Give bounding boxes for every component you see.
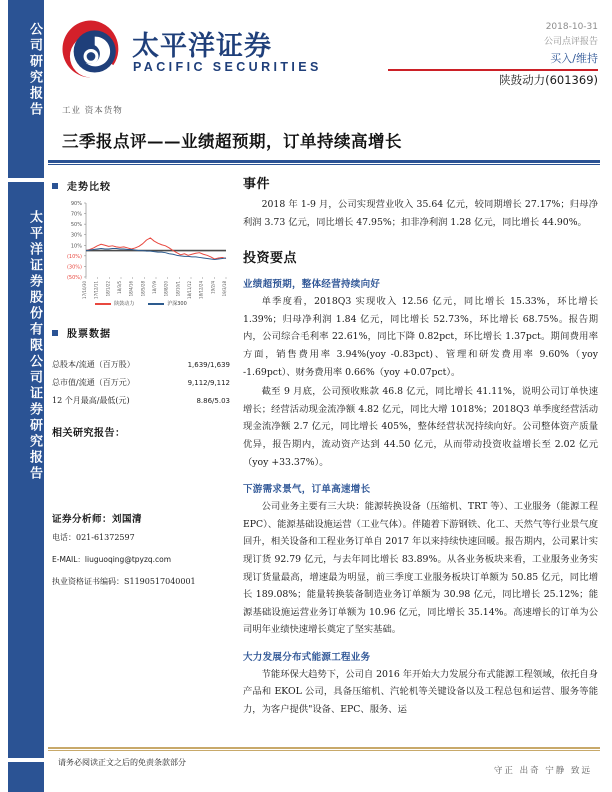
x-axis-tick-label: 18/10/1 xyxy=(175,281,181,297)
footer-motto: 守正 出奇 宁静 致远 xyxy=(493,766,592,776)
sidebar-top-label: 公司研究报告 xyxy=(27,22,42,118)
highlights-heading: 投资要点 xyxy=(243,251,298,267)
sidebar-main-label: 太平洋证券股份有限公司证券研究报告 xyxy=(27,210,42,482)
industry-tag: 工业 资本货物 xyxy=(62,106,123,116)
footer-disclaimer: 请务必阅读正文之后的免责条款部分 xyxy=(58,758,186,767)
footer-divider xyxy=(48,747,600,749)
event-heading: 事件 xyxy=(243,177,271,192)
stock-data-label: 总市值/流通（百万元） xyxy=(52,378,135,387)
stock-data-section-header xyxy=(52,325,230,340)
x-axis-tick-label: 17/12/11 xyxy=(93,281,99,299)
y-axis-tick-label: 90% xyxy=(70,201,82,207)
x-axis-tick-label: 18/12/24 xyxy=(198,281,204,299)
stock-data-value: 1,639/1,639 xyxy=(187,361,230,369)
section-heading: 业绩超预期，整体经营持续向好 xyxy=(243,279,381,291)
legend-item-0 xyxy=(95,300,134,307)
stock-data-value: 8.86/5.03 xyxy=(196,397,230,405)
report-type: 公司点评报告 xyxy=(543,37,598,47)
stock-name-code: 陕鼓动力(601369) xyxy=(499,73,598,87)
section-paragraph: 截至 9 月底，公司预收账款 46.8 亿元，同比增长 41.11%，说明公司订单快速增长；经营活动现金流净额 4.82 亿元，同比大增 1018%；2018Q3 单季度经营活动现金流净额 2.7 亿元，同比增长 405%，整体经营状况持续向好。公司整体资产质量优异，报告期内，流动资产达到 44.50 亿元，从而带动投资收益增长至 2.02 亿元（yoy +33.37%）。 xyxy=(243,386,598,468)
y-axis-tick-label: 70% xyxy=(70,211,82,218)
x-axis-tick-label: 18/1/22 xyxy=(105,281,111,297)
report-meta xyxy=(388,20,598,90)
brand-logo xyxy=(60,16,322,86)
chart-section-label: 走势比较 xyxy=(67,182,111,193)
x-axis-tick-label: 18/5/28 xyxy=(140,281,146,297)
chart-section-header xyxy=(52,178,230,193)
section-heading: 大力发展分布式能源工程业务 xyxy=(243,651,371,663)
related-reports-label: 相关研究报告： xyxy=(52,428,126,439)
title-divider-thin xyxy=(48,164,600,165)
left-sidebar-column xyxy=(52,178,230,591)
stock-data-row xyxy=(52,356,230,374)
page-title: 三季报点评——业绩超预期，订单持续高增长 xyxy=(62,132,402,151)
section-paragraph: 单季度看，2018Q3 实现收入 12.56 亿元，同比增长 15.33%，环比增长 1.39%；归母净利润 1.84 亿元，同比增长 52.73%，环比增长 68.75%。报告期内，公司综合毛利率 22.61%，同比下降 0.82pct，环比增长 1.37pct。期间费用率方面，销售费用率 3.94%(yoy -0.83pct)、管理和研发费用率 9.60%（yoy -1.69pct）、财务费用率 0.66%（yoy +0.07pct）。 xyxy=(243,296,598,378)
pacific-securities-logo-icon xyxy=(60,18,122,80)
y-axis-tick-label: (10%) xyxy=(66,253,82,260)
analyst-license: 执业资格证书编码：S1190517040001 xyxy=(52,577,196,586)
section-paragraph: 公司业务主要有三大块：能源转换设备（压缩机、TRT 等）、工业服务（能源工程 EPC）、能源基础设施运营（工业气体）。伴随着下游钢铁、化工、天然气等行业景气度回升，相关设备和工程业务订单自 2017 年以来持续快速回暖。报告期内，公司累计实现订货 92.79 亿元，与去年同比增长 83.89%。从各业务板块来看，工业服务业务实现订货量最高，增速最为明显，前三季度工业服务板块订单额为 50.85 亿元，同比增长 189.08%；能量转换装备制造业务订单额为 30.98 亿元，同比增长 25.12%；能源基础设施运营业务订单额为 10.96 亿元，同比增长 35.14%。高速增长的订单为公司明年业绩快速增长奠定了坚实基础。 xyxy=(243,501,598,636)
y-axis-tick-label: (30%) xyxy=(66,264,82,271)
legend-label-1: 沪深300 xyxy=(167,301,187,307)
x-axis-tick-label: 17/10/30 xyxy=(82,281,87,299)
analyst-phone: 电话：021-61372597 xyxy=(52,533,135,542)
x-axis-tick-label: 19/3/18 xyxy=(222,281,227,297)
stock-data-row xyxy=(52,392,230,410)
legend-swatch-1 xyxy=(148,303,164,305)
price-trend-chart xyxy=(52,199,230,311)
x-axis-tick-label: 18/8/20 xyxy=(163,281,169,297)
x-axis-tick-label: 18/11/12 xyxy=(187,281,192,299)
brand-name-en: PACIFIC SECURITIES xyxy=(133,60,322,74)
y-axis-tick-label: (50%) xyxy=(66,275,82,281)
legend-item-1 xyxy=(148,300,187,307)
stock-data-label: 12 个月最高/最低(元) xyxy=(52,396,130,405)
title-divider xyxy=(48,160,600,163)
stock-data-value: 9,112/9,112 xyxy=(187,379,230,387)
stock-data-table xyxy=(52,356,230,410)
brand-name-cn: 太平洋证券 xyxy=(132,31,272,62)
report-date: 2018-10-31 xyxy=(545,22,598,32)
y-axis-tick-label: 30% xyxy=(70,232,82,239)
x-axis-tick-label: 19/2/4 xyxy=(210,281,216,294)
chart-legend xyxy=(52,300,230,307)
legend-swatch-0 xyxy=(95,303,111,305)
stock-data-label: 总股本/流通（百万股） xyxy=(52,360,135,369)
sidebar-main-band xyxy=(8,182,44,758)
bullet-square-icon xyxy=(52,330,58,336)
report-body xyxy=(243,173,598,721)
y-axis-tick-label: 50% xyxy=(70,222,82,229)
x-axis-tick-label: 18/4/16 xyxy=(128,281,134,297)
highlight-sections xyxy=(243,276,598,718)
section-paragraph: 节能环保大趋势下，公司自 2016 年开始大力发展分布式能源工程领域，依托自身产品和 EKOL 公司，具备压缩机、汽轮机等关键设备以及工程总包和运营、服务等能力，为客户提供"设备、EPC、服务、运 xyxy=(243,668,598,716)
x-axis-tick-label: 18/7/9 xyxy=(152,281,157,294)
chart-series-line xyxy=(86,238,226,259)
analyst-email[interactable]: E-MAIL：liuguoqing@tpyzq.com xyxy=(52,555,172,564)
section-heading: 下游需求景气，订单高速增长 xyxy=(243,484,371,496)
sidebar-top-band xyxy=(8,0,44,178)
event-paragraph: 2018 年 1-9 月，公司实现营业收入 35.64 亿元，较同期增长 27.17%；归母净利润 3.73 亿元，同比增长 47.95%；扣非净利润 1.28 亿元，同比增长 44.90%。 xyxy=(243,199,598,228)
y-axis-tick-label: 10% xyxy=(70,243,82,250)
sidebar-bottom-band xyxy=(8,762,44,792)
bullet-square-icon xyxy=(52,183,58,189)
legend-label-0: 陕鼓动力 xyxy=(114,301,135,307)
x-axis-tick-label: 18/3/5 xyxy=(117,281,122,294)
analyst-name: 证券分析师：刘国清 xyxy=(52,514,143,525)
footer-divider-thin xyxy=(48,750,600,751)
stock-data-section-label: 股票数据 xyxy=(67,329,111,340)
trend-chart-svg xyxy=(52,199,230,299)
stock-data-row xyxy=(52,374,230,392)
investment-rating: 买入/维持 xyxy=(550,52,598,65)
analyst-block xyxy=(52,511,230,591)
